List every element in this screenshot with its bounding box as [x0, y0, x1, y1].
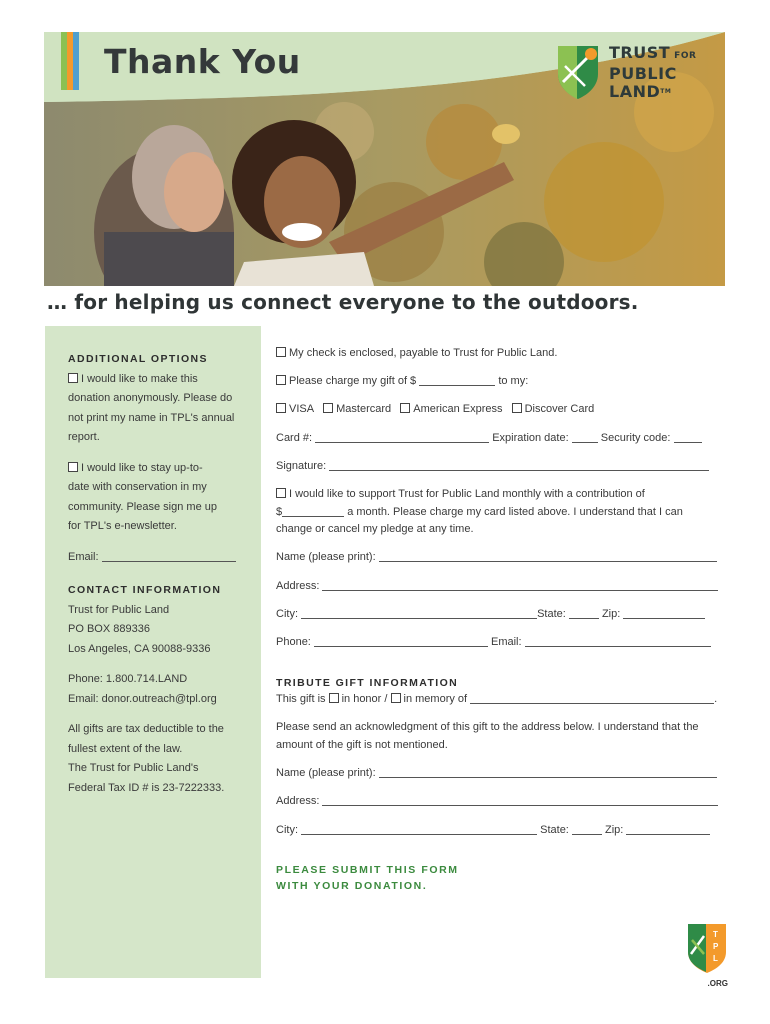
newsletter-text-line: community. Please sign me up: [68, 500, 217, 513]
newsletter-checkbox[interactable]: [68, 462, 78, 472]
tax-note-line: All gifts are tax deductible to the: [68, 723, 224, 735]
newsletter-email-row: Email:: [68, 548, 246, 568]
svg-text:T: T: [713, 930, 718, 939]
monthly-amount-input[interactable]: [282, 506, 344, 517]
svg-text:L: L: [713, 954, 718, 963]
contact-email: Email: donor.outreach@tpl.org: [68, 692, 217, 705]
newsletter-email-input[interactable]: [102, 551, 236, 562]
discover-checkbox[interactable]: [512, 403, 522, 413]
mastercard-checkbox[interactable]: [323, 403, 333, 413]
svg-text:P: P: [713, 942, 719, 951]
expiration-input[interactable]: [572, 432, 598, 443]
newsletter-text-line: for TPL's e-newsletter.: [68, 520, 177, 532]
tribute-address-row: Address:: [276, 795, 718, 807]
sidebar-panel: [45, 326, 261, 978]
monthly-note: change or cancel my pledge at any time.: [276, 523, 474, 535]
monthly-option: I would like to support Trust for Public Land monthly with a contribution of: [276, 488, 645, 500]
tagline: … for helping us connect everyone to the outdoors.: [47, 290, 639, 314]
header-banner: [44, 32, 725, 286]
newsletter-option: I would like to stay up-to-: [68, 459, 246, 479]
charge-gift-row: Please charge my gift of $ to my:: [276, 375, 528, 387]
contact-line: PO BOX 889336: [68, 623, 150, 635]
check-enclosed-option: My check is enclosed, payable to Trust for Public Land.: [276, 347, 557, 359]
signature-row: Signature:: [276, 460, 709, 472]
tax-note-line: Federal Tax ID # is 23-7222333.: [68, 781, 225, 794]
tribute-heading: TRIBUTE GIFT INFORMATION: [276, 677, 459, 689]
tpl-leaf-icon: [555, 42, 601, 100]
state-input[interactable]: [569, 608, 599, 619]
name-row: Name (please print):: [276, 551, 717, 563]
address-input[interactable]: [322, 580, 718, 591]
newsletter-text-line: date with conservation in my: [68, 481, 207, 493]
tax-note-line: The Trust for Public Land's: [68, 762, 199, 774]
tribute-city-input[interactable]: [301, 824, 537, 835]
anonymous-text-line: not print my name in TPL's annual: [68, 411, 235, 424]
contact-line: Trust for Public Land: [68, 603, 170, 616]
city-input[interactable]: [301, 608, 537, 619]
phone-email-row: Phone: Email:: [276, 636, 711, 648]
anonymous-checkbox[interactable]: [68, 373, 78, 383]
card-number-input[interactable]: [315, 432, 489, 443]
additional-options-heading: ADDITIONAL OPTIONS: [68, 353, 208, 365]
page-title: Thank You: [104, 42, 301, 81]
tribute-city-row: City: State: Zip:: [276, 824, 710, 836]
visa-checkbox[interactable]: [276, 403, 286, 413]
anonymous-text-line: report.: [68, 431, 100, 443]
name-input[interactable]: [379, 551, 717, 562]
tribute-zip-input[interactable]: [626, 824, 710, 835]
monthly-checkbox[interactable]: [276, 488, 286, 498]
tribute-state-input[interactable]: [572, 824, 602, 835]
org-suffix: .ORG: [707, 979, 728, 988]
anonymous-text-line: donation anonymously. Please do: [68, 392, 233, 404]
tpl-org-logo: [686, 922, 728, 988]
contact-heading: CONTACT INFORMATION: [68, 584, 222, 596]
logo-wordmark: TRUST FOR PUBLIC LAND™: [609, 43, 697, 101]
in-honor-checkbox[interactable]: [329, 693, 339, 703]
email-input[interactable]: [525, 636, 711, 647]
zip-input[interactable]: [623, 608, 705, 619]
charge-gift-checkbox[interactable]: [276, 375, 286, 385]
tribute-name-input[interactable]: [470, 693, 714, 704]
city-row: City: State: Zip:: [276, 608, 705, 620]
security-code-input[interactable]: [674, 432, 702, 443]
amex-checkbox[interactable]: [400, 403, 410, 413]
tribute-address-input[interactable]: [322, 795, 718, 806]
phone-input[interactable]: [314, 636, 488, 647]
check-enclosed-checkbox[interactable]: [276, 347, 286, 357]
acknowledgment-note: Please send an acknowledgment of this gift to the address below. I understand that the: [276, 721, 699, 733]
submit-note: PLEASE SUBMIT THIS FORM WITH YOUR DONATION.: [276, 864, 459, 892]
anonymous-option: I would like to make this: [68, 370, 246, 390]
tpl-shield-icon: [686, 922, 728, 974]
signature-input[interactable]: [329, 460, 709, 471]
tribute-recipient-name-input[interactable]: [379, 767, 717, 778]
gift-amount-input[interactable]: [419, 375, 495, 386]
address-row: Address:: [276, 580, 718, 592]
monthly-amount-row: $ a month. Please charge my card listed above. I understand that I can: [276, 506, 683, 518]
in-memory-checkbox[interactable]: [391, 693, 401, 703]
acknowledgment-note: amount of the gift is not mentioned.: [276, 739, 448, 751]
tribute-gift-row: This gift is in honor / in memory of .: [276, 693, 718, 705]
contact-phone: Phone: 1.800.714.LAND: [68, 673, 188, 685]
tribute-name-row: Name (please print):: [276, 767, 717, 779]
tax-note-line: fullest extent of the law.: [68, 742, 183, 755]
card-details-row: Card #: Expiration date: Security code:: [276, 432, 702, 444]
trust-for-public-land-logo: [555, 42, 715, 102]
accent-stripe-blue: [73, 32, 79, 90]
contact-line: Los Angeles, CA 90088-9336: [68, 642, 211, 655]
card-type-row: VISA Mastercard American Express Discover Card: [276, 403, 594, 415]
